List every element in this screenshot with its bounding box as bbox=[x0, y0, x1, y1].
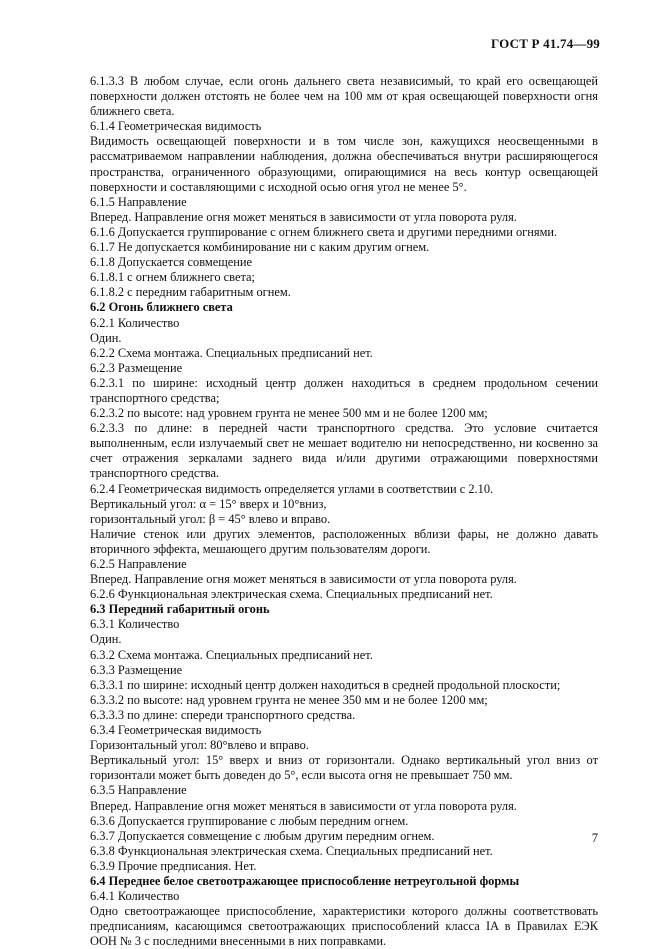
paragraph-6-2-6: 6.2.6 Функциональная электрическая схема. Специальных предписаний нет. bbox=[90, 587, 493, 602]
paragraph-6-2-3-3: 6.2.3.3 по длине: в передней части транспортного средства. Это условие считается выполненным, если излучаемый свет не мешает водителю ни непосредственно, ни косвенно за счет отражения зеркалами заднего вида и/или другими отражающими поверхностями транспортного средства. bbox=[90, 421, 598, 481]
heading-6-1-4: 6.1.4 Геометрическая видимость bbox=[90, 119, 262, 134]
paragraph-6-3-5-text: Вперед. Направление огня может меняться в зависимости от угла поворота руля. bbox=[90, 798, 517, 813]
paragraph-6-1-8-2: 6.1.8.2 с передним габаритным огнем. bbox=[90, 285, 291, 300]
paragraph-6-1-7: 6.1.7 Не допускается комбинирование ни с каким другим огнем. bbox=[90, 240, 430, 255]
paragraph-6-1-5-text: Вперед. Направление огня может меняться в зависимости от угла поворота руля. bbox=[90, 209, 517, 224]
section-heading-6-4: 6.4 Переднее белое светоотражающее приспособление нетреугольной формы bbox=[90, 873, 520, 888]
paragraph-6-3-2: 6.3.2 Схема монтажа. Специальных предписаний нет. bbox=[90, 647, 373, 662]
paragraph-6-3-9: 6.3.9 Прочие предписания. Нет. bbox=[90, 858, 257, 873]
paragraph-horizontal-angle: горизонтальный угол: β = 45° влево и вправо. bbox=[90, 511, 331, 526]
paragraph-6-2-5-text: Вперед. Направление огня может меняться в зависимости от угла поворота руля. bbox=[90, 572, 517, 587]
paragraph-6-3-3-1: 6.3.3.1 по ширине: исходный центр должен находиться в средней продольной плоскости; bbox=[90, 677, 561, 692]
paragraph-6-1-6: 6.1.6 Допускается группирование с огнем ближнего света и другими передними огнями. bbox=[90, 224, 558, 239]
document-header-standard-id: ГОСТ Р 41.74—99 bbox=[491, 36, 600, 51]
heading-6-1-8: 6.1.8 Допускается совмещение bbox=[90, 255, 253, 270]
document-body bbox=[90, 74, 598, 949]
heading-6-4-1: 6.4.1 Количество bbox=[90, 889, 180, 904]
heading-6-3-5: 6.3.5 Направление bbox=[90, 783, 187, 798]
paragraph-6-2-1-text: Один. bbox=[90, 330, 122, 345]
paragraph-6-3-6: 6.3.6 Допускается группирование с любым передним огнем. bbox=[90, 813, 409, 828]
heading-6-3-1: 6.3.1 Количество bbox=[90, 617, 180, 632]
heading-6-3-3: 6.3.3 Размещение bbox=[90, 662, 183, 677]
paragraph-6-2-2: 6.2.2 Схема монтажа. Специальных предписаний нет. bbox=[90, 345, 373, 360]
heading-6-2-3: 6.2.3 Размещение bbox=[90, 360, 183, 375]
paragraph-6-1-3-3: 6.1.3.3 В любом случае, если огонь дальнего света независимый, то край его освещающей поверхности должен отстоять не более чем на 100 мм от края освещающей поверхности огня ближнего света. bbox=[90, 74, 598, 119]
paragraph-vertical-angle: Вертикальный угол: α = 15° вверх и 10°вниз, bbox=[90, 496, 327, 511]
paragraph-6-3-1-text: Один. bbox=[90, 632, 122, 647]
paragraph-6-2-3-2: 6.2.3.2 по высоте: над уровнем грунта не менее 500 мм и не более 1200 мм; bbox=[90, 406, 488, 421]
paragraph-6-2-4: 6.2.4 Геометрическая видимость определяется углами в соответствии с 2.10. bbox=[90, 481, 494, 496]
heading-6-3-4: 6.3.4 Геометрическая видимость bbox=[90, 723, 262, 738]
heading-6-1-5: 6.1.5 Направление bbox=[90, 194, 187, 209]
paragraph-6-1-8-1: 6.1.8.1 с огнем ближнего света; bbox=[90, 270, 255, 285]
section-heading-6-3: 6.3 Передний габаритный огонь bbox=[90, 602, 270, 617]
paragraph-vertical-angle-6-3: Вертикальный угол: 15° вверх и вниз от горизонтали. Однако вертикальный угол вниз от горизонтали может быть доведен до 5°, если высота огня не превышает 750 мм. bbox=[90, 753, 598, 783]
paragraph-6-2-3-1: 6.2.3.1 по ширине: исходный центр должен находиться в среднем продольном сечении транспортного средства; bbox=[90, 375, 598, 405]
paragraph-6-3-7: 6.3.7 Допускается совмещение с любым другим передним огнем. bbox=[90, 828, 435, 843]
paragraph-6-4-1-text: Одно светоотражающее приспособление, характеристики которого должны соответствовать предписаниям, касающимся светоотражающих приспособлений класса IA в Правилах ЕЭК ООН № 3 с последними внесенными в них поправками. bbox=[90, 904, 598, 949]
paragraph-horizontal-angle-6-3: Горизонтальный угол: 80°влево и вправо. bbox=[90, 738, 309, 753]
paragraph-walls-note: Наличие стенок или других элементов, расположенных вблизи фары, не должно давать вторичного эффекта, мешающего другим пользователям дороги. bbox=[90, 526, 598, 556]
paragraph-6-3-3-2: 6.3.3.2 по высоте: над уровнем грунта не менее 350 мм и не более 1200 мм; bbox=[90, 692, 488, 707]
heading-6-2-1: 6.2.1 Количество bbox=[90, 315, 180, 330]
page-number: 7 bbox=[591, 831, 598, 845]
paragraph-6-3-8: 6.3.8 Функциональная электрическая схема. Специальных предписаний нет. bbox=[90, 843, 493, 858]
paragraph-6-3-3-3: 6.3.3.3 по длине: спереди транспортного средства. bbox=[90, 707, 356, 722]
section-heading-6-2: 6.2 Огонь ближнего света bbox=[90, 300, 233, 315]
heading-6-2-5: 6.2.5 Направление bbox=[90, 557, 187, 571]
paragraph-6-1-4-text: Видимость освещающей поверхности и в том числе зон, кажущихся неосвещенными в рассматриваемом направлении наблюдения, должна обеспечиваться внутри расширяющегося пространства, ограниченного образующими, опирающимися на весь контур освещающей поверхности и составляющими с исходной осью огня угол не менее 5°. bbox=[90, 134, 598, 194]
